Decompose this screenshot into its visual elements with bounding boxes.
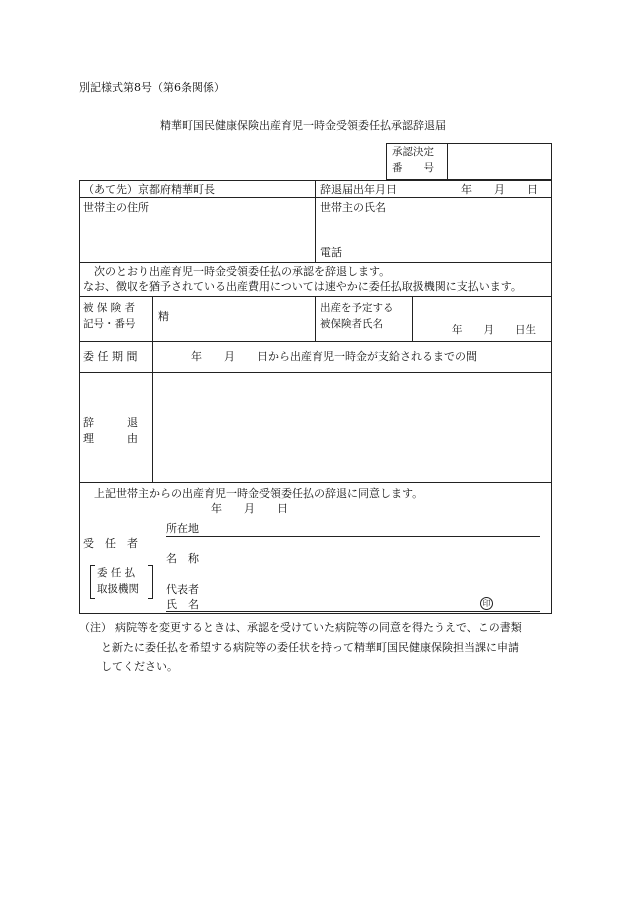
insured-number-field[interactable]: 精 xyxy=(158,310,169,323)
agent-name-label: 名 称 xyxy=(166,552,199,565)
period-field[interactable]: 年 月 日から出産育児一時金が支給されるまでの間 xyxy=(191,350,477,363)
consent-statement: 上記世帯主からの出産育児一時金受領委任払の辞退に同意します。 xyxy=(94,487,424,500)
phone-label: 電話 xyxy=(320,246,342,259)
agent-sub-line1: 委 任 払 xyxy=(97,567,136,579)
note-line2: と新たに委任払を希望する病院等の委任状を持って精華町国民健康保険担当課に申請 xyxy=(101,641,519,654)
form-title: 精華町国民健康保険出産育児一時金受領委任払承認辞退届 xyxy=(160,119,446,132)
insured-number-label-line2: 記号・番号 xyxy=(83,318,136,330)
representative-line[interactable] xyxy=(166,611,540,612)
reason-field[interactable] xyxy=(158,378,546,478)
statement-line1: 次のとおり出産育児一時金受領委任払の承認を辞退します。 xyxy=(94,265,391,278)
reason-label-line2: 理 由 xyxy=(83,432,138,445)
reason-label-line1: 辞 退 xyxy=(83,416,138,429)
form-number: 別記様式第8号（第6条関係） xyxy=(79,81,225,94)
householder-address-field[interactable] xyxy=(84,216,312,258)
householder-name-label: 世帯主の氏名 xyxy=(320,201,386,214)
insured-number-label-line1: 被 保 険 者 xyxy=(83,302,136,314)
expectant-name-label-line2: 被保険者氏名 xyxy=(320,318,383,330)
right-bracket xyxy=(148,565,153,599)
statement-line2: なお、徴収を猶予されている出産費用については速やかに委任払取扱機関に支払います。 xyxy=(83,280,522,293)
representative-label-line1: 代表者 xyxy=(166,583,199,596)
birth-date-field[interactable]: 年 月 日生 xyxy=(452,324,536,336)
withdrawal-date-label: 辞退届出年月日 xyxy=(320,183,397,196)
agent-address-label: 所在地 xyxy=(166,522,199,535)
approval-number-label-line2: 番 号 xyxy=(392,162,434,174)
period-label: 委 任 期 間 xyxy=(83,350,138,363)
consent-date[interactable]: 年 月 日 xyxy=(211,502,288,515)
note-line1: 病院等を変更するときは、承認を受けていた病院等の同意を得たうえで、この書類 xyxy=(115,621,522,634)
seal-mark: 印 xyxy=(480,597,493,610)
agent-address-line[interactable] xyxy=(166,536,540,537)
householder-address-label: 世帯主の住所 xyxy=(83,201,149,214)
agent-sub-line2: 取扱機関 xyxy=(97,583,139,595)
expectant-name-label-line1: 出産を予定する xyxy=(320,302,394,314)
withdrawal-date-field[interactable]: 年 月 日 xyxy=(461,183,538,196)
left-bracket xyxy=(90,565,95,599)
agent-label: 受 任 者 xyxy=(83,537,138,550)
note-label: （注） xyxy=(79,621,112,634)
note-line3: してください。 xyxy=(101,660,178,673)
representative-label-line2: 氏 名 xyxy=(166,598,199,611)
approval-number-label-line1: 承認決定 xyxy=(392,146,434,158)
householder-name-field[interactable] xyxy=(320,216,548,242)
addressee-label: （あて先）京都府精華町長 xyxy=(83,183,215,196)
